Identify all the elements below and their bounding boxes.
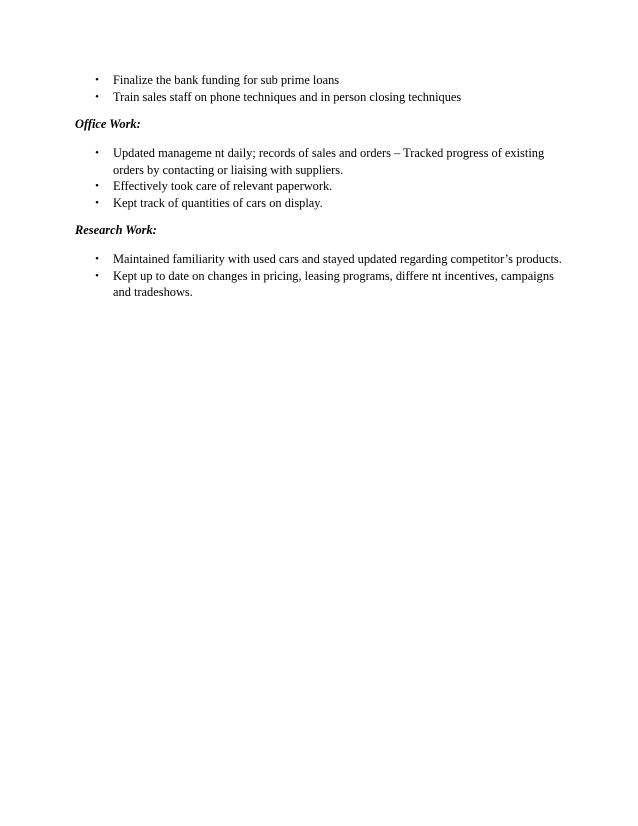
bullet-icon: • — [95, 253, 99, 265]
list-item — [75, 72, 565, 89]
bullet-icon: • — [95, 74, 99, 86]
bullet-icon: • — [95, 180, 99, 192]
research-work-heading: Research Work: — [75, 223, 157, 237]
document-content — [75, 72, 565, 301]
list-item — [75, 145, 565, 178]
top-bullet-list — [75, 72, 565, 105]
list-item-text: Train sales staff on phone techniques and in person closing techniques — [113, 89, 462, 104]
list-item-text: Maintained familiarity with used cars and stayed updated regarding competitor’s products. — [113, 252, 562, 266]
list-item — [75, 89, 565, 106]
office-work-list — [75, 145, 565, 211]
bullet-icon: • — [95, 269, 99, 282]
bullet-icon: • — [95, 196, 99, 209]
research-work-list — [75, 251, 565, 301]
list-item — [75, 251, 565, 268]
list-item — [75, 268, 565, 301]
list-item-text: Kept track of quantities of cars on display. — [113, 195, 323, 210]
list-item-text: Updated manageme nt daily; records of sales and orders – Tracked progress of existing orders by contacting or liaising with suppliers. — [113, 146, 545, 177]
office-work-heading: Office Work: — [75, 117, 141, 131]
list-item — [75, 195, 565, 212]
bullet-icon: • — [95, 90, 99, 103]
list-item — [75, 178, 565, 195]
list-item-text: Effectively took care of relevant paperwork. — [113, 179, 333, 193]
bullet-icon: • — [95, 147, 99, 159]
list-item-text: Kept up to date on changes in pricing, leasing programs, differe nt incentives, campaigns and tradeshows. — [113, 268, 554, 299]
list-item-text: Finalize the bank funding for sub prime loans — [113, 73, 340, 87]
